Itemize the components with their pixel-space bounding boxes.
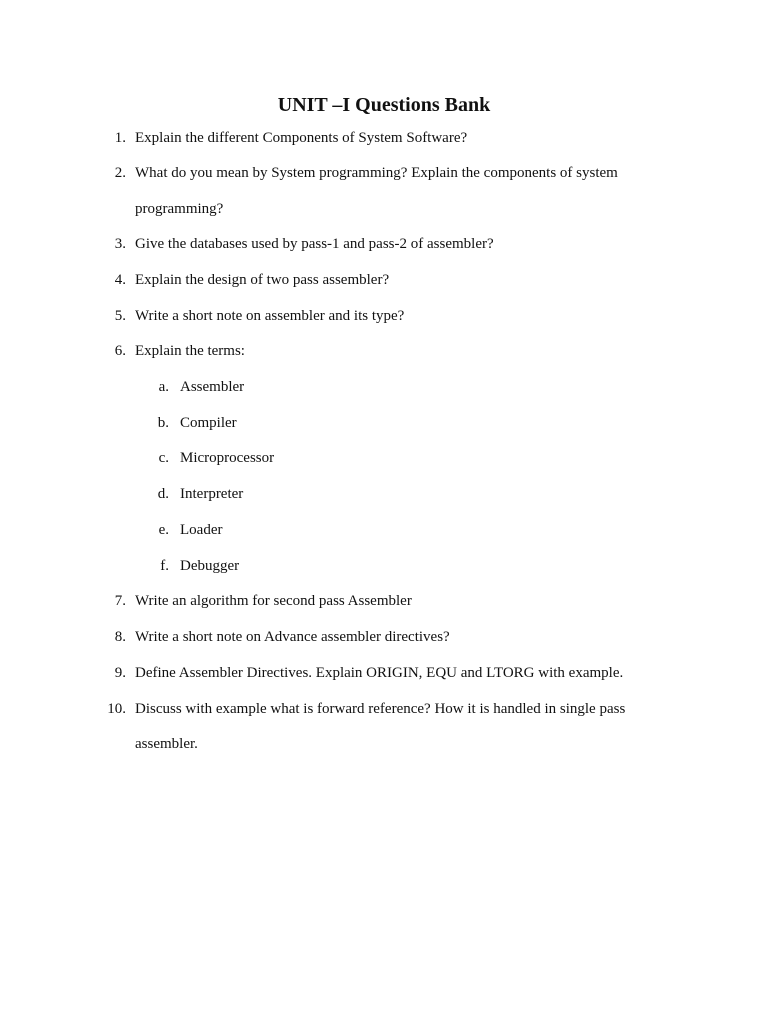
question-text: Discuss with example what is forward reference? How it is handled in single pass <box>135 701 626 717</box>
question-number: 1. <box>114 130 126 146</box>
question-number: 9. <box>114 665 126 681</box>
question-number: 2. <box>114 165 126 181</box>
question-text: Explain the terms: <box>135 343 245 359</box>
question-text: What do you mean by System programming? Explain the components of system <box>135 165 618 181</box>
question-text: Write an algorithm for second pass Assembler <box>135 593 412 609</box>
question-number: 8. <box>114 629 126 645</box>
term-text: Assembler <box>180 379 245 395</box>
term-letter: a. <box>158 379 169 395</box>
question-text: Explain the different Components of System Software? <box>135 130 468 146</box>
term-letter: f. <box>160 558 169 574</box>
question-text: Explain the design of two pass assembler? <box>135 272 390 288</box>
term-letter: c. <box>158 450 169 466</box>
question-text: Define Assembler Directives. Explain ORIGIN, EQU and LTORG with example. <box>135 665 624 681</box>
document-title: UNIT –I Questions Bank <box>277 94 491 116</box>
question-text: Write a short note on assembler and its type? <box>135 308 405 324</box>
term-text: Compiler <box>180 415 237 431</box>
question-number: 4. <box>114 272 126 288</box>
question-text-continued: assembler. <box>135 736 198 752</box>
question-number: 10. <box>107 701 126 717</box>
term-letter: b. <box>157 415 169 431</box>
question-text: Write a short note on Advance assembler directives? <box>135 629 450 645</box>
term-text: Debugger <box>180 558 240 574</box>
term-letter: e. <box>158 522 169 538</box>
term-letter: d. <box>157 486 169 502</box>
term-text: Loader <box>180 522 223 538</box>
term-text: Microprocessor <box>180 450 275 466</box>
question-text-continued: programming? <box>135 201 224 217</box>
question-number: 6. <box>114 343 126 359</box>
question-number: 5. <box>114 308 126 324</box>
question-text: Give the databases used by pass-1 and pass-2 of assembler? <box>135 236 494 252</box>
term-text: Interpreter <box>180 486 244 502</box>
question-number: 3. <box>114 236 126 252</box>
question-number: 7. <box>114 593 126 609</box>
